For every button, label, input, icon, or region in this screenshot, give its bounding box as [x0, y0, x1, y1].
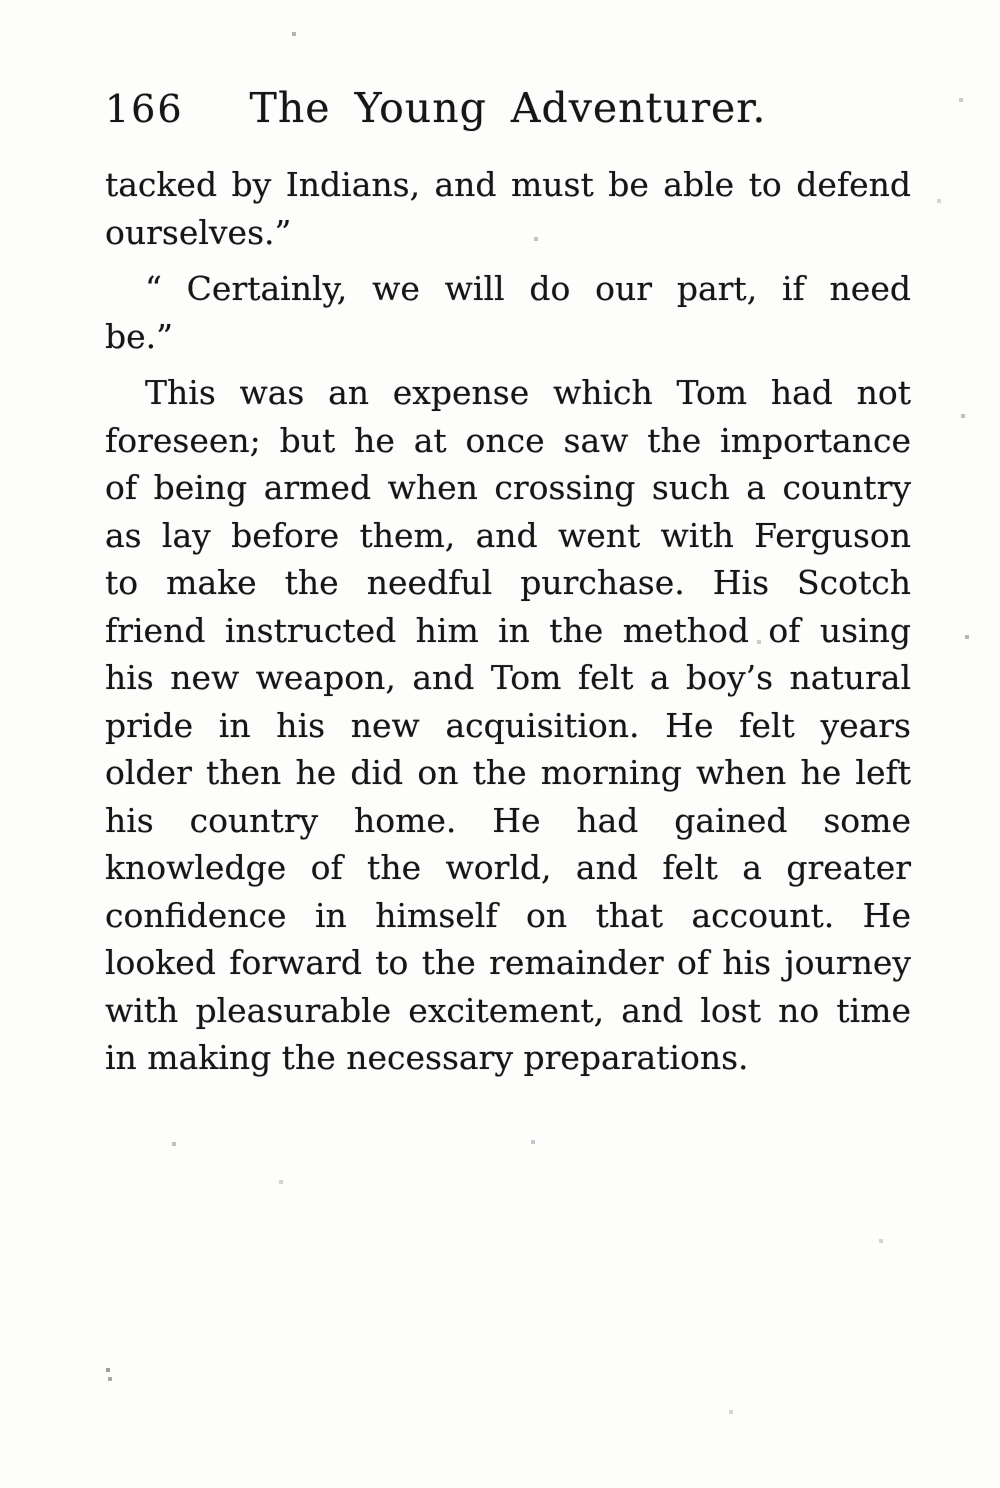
text-line: with pleasurable excitement, and lost no time — [105, 990, 911, 1030]
running-title: The Young Adventurer. — [249, 84, 767, 132]
text-line: foreseen; but he at once saw the importance — [105, 420, 911, 460]
paragraph — [105, 265, 911, 360]
text-line: looked forward to the remainder of his journey — [105, 943, 911, 982]
text-line: friend instructed him in the method of using — [105, 610, 911, 650]
paragraph — [105, 369, 911, 1082]
text-line: knowledge of the world, and felt a greater — [105, 848, 911, 887]
text-line: to make the needful purchase. His Scotch — [105, 563, 911, 602]
body-text — [105, 161, 911, 1091]
page-number: 166 — [105, 87, 184, 131]
text-line: This was an expense which Tom had not — [145, 373, 911, 412]
scan-noise-specks — [0, 0, 2, 2]
text-line: in making the necessary preparations. — [105, 1038, 749, 1077]
text-line: tacked by Indians, and must be able to defend — [105, 165, 911, 204]
text-line: his new weapon, and Tom felt a boy’s natural — [105, 658, 911, 697]
text-line: of being armed when crossing such a country — [105, 468, 911, 507]
text-line: confidence in himself on that account. He — [105, 895, 911, 935]
text-line: as lay before them, and went with Ferguson — [105, 515, 911, 555]
page-header — [105, 84, 911, 136]
text-line: be.” — [105, 316, 174, 356]
text-line: older then he did on the morning when he left — [105, 753, 911, 792]
text-line: “ Certainly, we will do our part, if need — [145, 269, 911, 308]
text-line: his country home. He had gained some — [105, 800, 911, 840]
text-line: pride in his new acquisition. He felt years — [105, 705, 911, 745]
text-line: ourselves.” — [105, 212, 292, 252]
paragraph — [105, 161, 911, 256]
